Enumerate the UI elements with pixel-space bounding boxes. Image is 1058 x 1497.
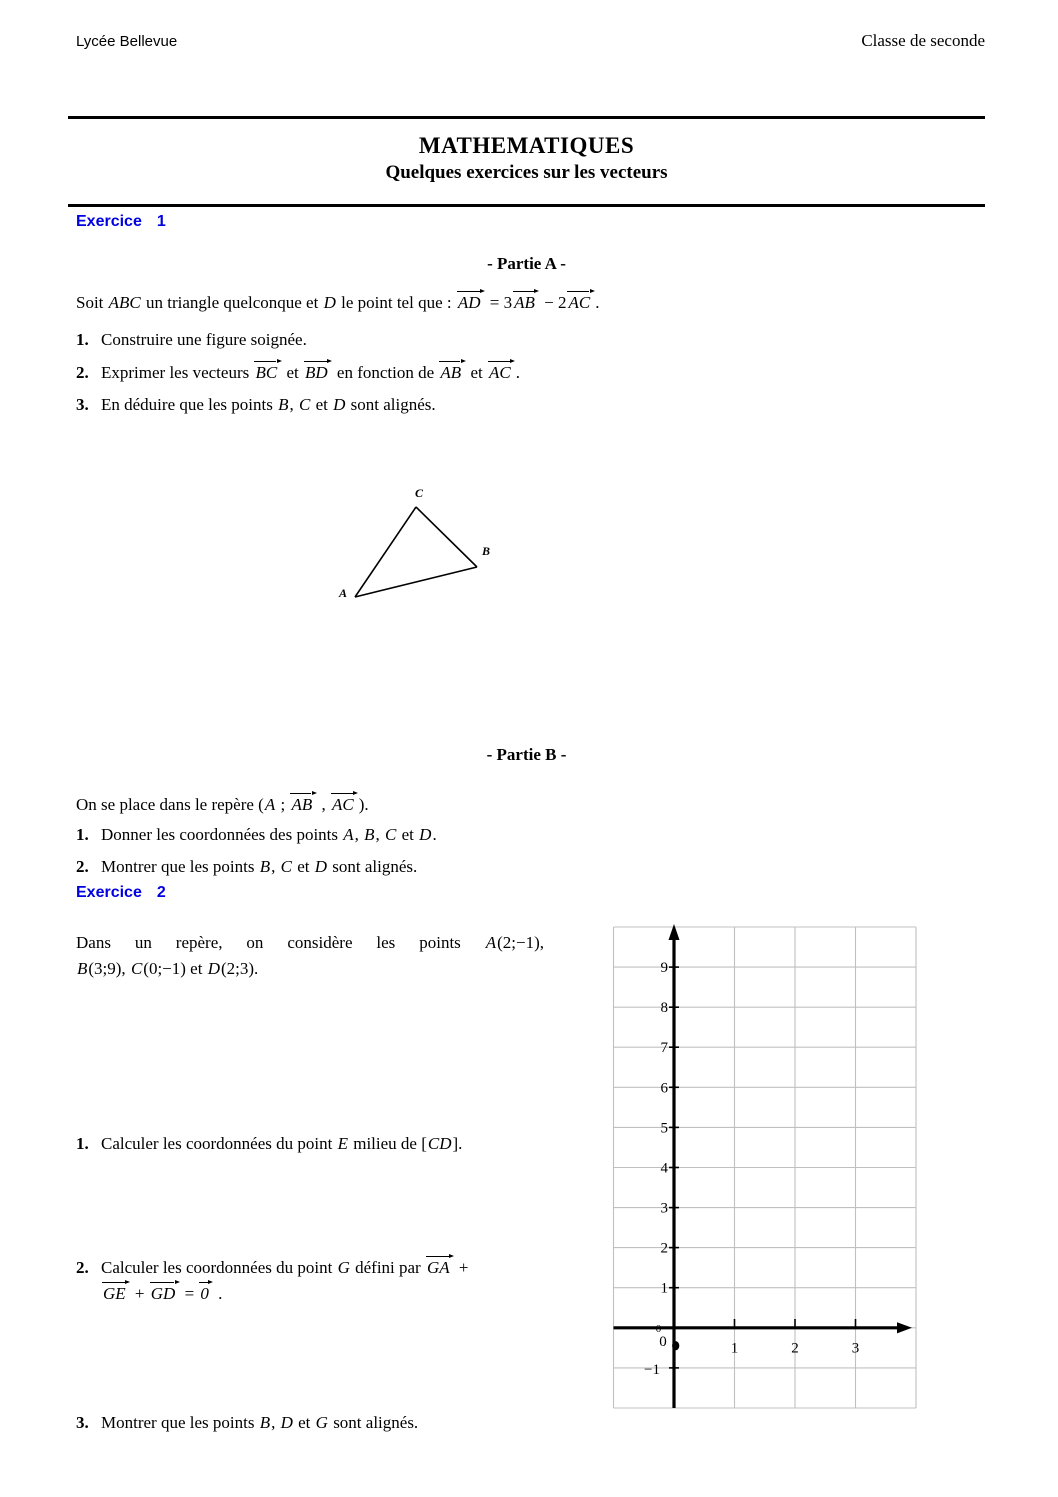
- exercise2-label: Exercice: [76, 884, 142, 901]
- page-title: MATHEMATIQUES: [418, 133, 635, 158]
- item-number: 3.: [76, 395, 89, 414]
- y-tick-label: 1: [660, 1280, 668, 1297]
- y-tick-label: 4: [660, 1160, 668, 1177]
- triangle-label-b: B: [481, 544, 491, 558]
- part-a-heading: - Partie A -: [487, 254, 566, 273]
- part-b-item-2: [76, 854, 985, 880]
- item-text: Montrer que les points B, D et G sont alignés.: [101, 1413, 419, 1432]
- exercise2-item-3: [76, 1410, 566, 1436]
- y-tick-label: 8: [660, 1000, 668, 1017]
- triangle-edges: [355, 507, 477, 597]
- part-b-heading: - Partie B -: [486, 745, 567, 764]
- triangle-label-a: A: [338, 586, 348, 600]
- part-a-item-3: [76, 392, 985, 418]
- part-a-intro: Soit ABC un triangle quelconque et D le point tel que : AD = 3 AB − 2 AC .: [76, 290, 985, 315]
- x-tick-label: 1: [730, 1340, 739, 1357]
- part-a-item-2: [76, 360, 985, 386]
- page-subtitle: Quelques exercices sur les vecteurs: [385, 162, 668, 183]
- item-number: 1.: [76, 330, 89, 349]
- item-number: 1.: [76, 1134, 89, 1153]
- y-axis-arrow-icon: [669, 924, 680, 940]
- rule-bottom: [68, 204, 985, 207]
- item-number: 2.: [76, 857, 89, 876]
- y-tick-label: 9: [660, 960, 668, 977]
- item-text: Calculer les coordonnées du point G défini par GA + GE + GD = 0 .: [101, 1255, 468, 1307]
- part-b-intro: On se place dans le repère (A ; AB , AC ).: [76, 792, 985, 817]
- exercise1-heading: [76, 213, 166, 231]
- item-number: 2.: [76, 363, 89, 382]
- part-b-item-1: [76, 822, 985, 848]
- header-school-name: Lycée Bellevue: [76, 33, 178, 50]
- exercise2-item-1: [76, 1131, 566, 1157]
- triangle-label-c: C: [414, 486, 424, 500]
- item-number: 1.: [76, 825, 89, 844]
- exercise2-number: 2: [156, 884, 166, 901]
- y-tick-label: 7: [660, 1040, 668, 1057]
- coordinate-grid: [598, 912, 933, 1422]
- exercise1-number: 1: [156, 213, 166, 230]
- y-tick-label-minus1: −1: [644, 1362, 660, 1378]
- origin-x-label: 0: [659, 1334, 667, 1350]
- y-tick-label: 2: [660, 1240, 668, 1257]
- exercise2-intro-line1: Dans un repère, on considère les points A(2;−1),: [76, 933, 544, 952]
- y-tick-label: 5: [660, 1120, 668, 1137]
- item-text: Donner les coordonnées des points A, B, C et D.: [101, 825, 437, 844]
- x-tick-label: 2: [791, 1340, 799, 1357]
- rule-top: [68, 116, 985, 119]
- origin-dot: [672, 1341, 679, 1350]
- exercise2-intro-line2: B(3;9), C(0;−1) et D(2;3).: [77, 959, 259, 978]
- x-tick-label: 3: [851, 1340, 860, 1357]
- y-tick-label: 6: [660, 1080, 668, 1097]
- triangle-figure: [330, 478, 520, 618]
- y-tick-label: 3: [660, 1200, 668, 1217]
- item-text: Calculer les coordonnées du point E milieu de [CD].: [101, 1134, 463, 1153]
- exercise2-item-2: [76, 1255, 566, 1307]
- item-text: Exprimer les vecteurs BC et BD en fonction de AB et AC .: [101, 360, 520, 386]
- header-class-name: Classe de seconde: [861, 31, 985, 50]
- exercise2-heading: [76, 884, 166, 902]
- x-axis-arrow-icon: [897, 1322, 912, 1333]
- item-text: En déduire que les points B, C et D sont alignés.: [101, 395, 436, 414]
- item-number: 2.: [76, 1258, 89, 1277]
- item-text: Construire une figure soignée.: [101, 330, 307, 349]
- origin-y-label: 0: [655, 1323, 662, 1335]
- item-number: 3.: [76, 1413, 89, 1432]
- exercise1-label: Exercice: [76, 213, 142, 230]
- part-a-item-1: [76, 327, 985, 353]
- item-text: Montrer que les points B, C et D sont alignés.: [101, 857, 418, 876]
